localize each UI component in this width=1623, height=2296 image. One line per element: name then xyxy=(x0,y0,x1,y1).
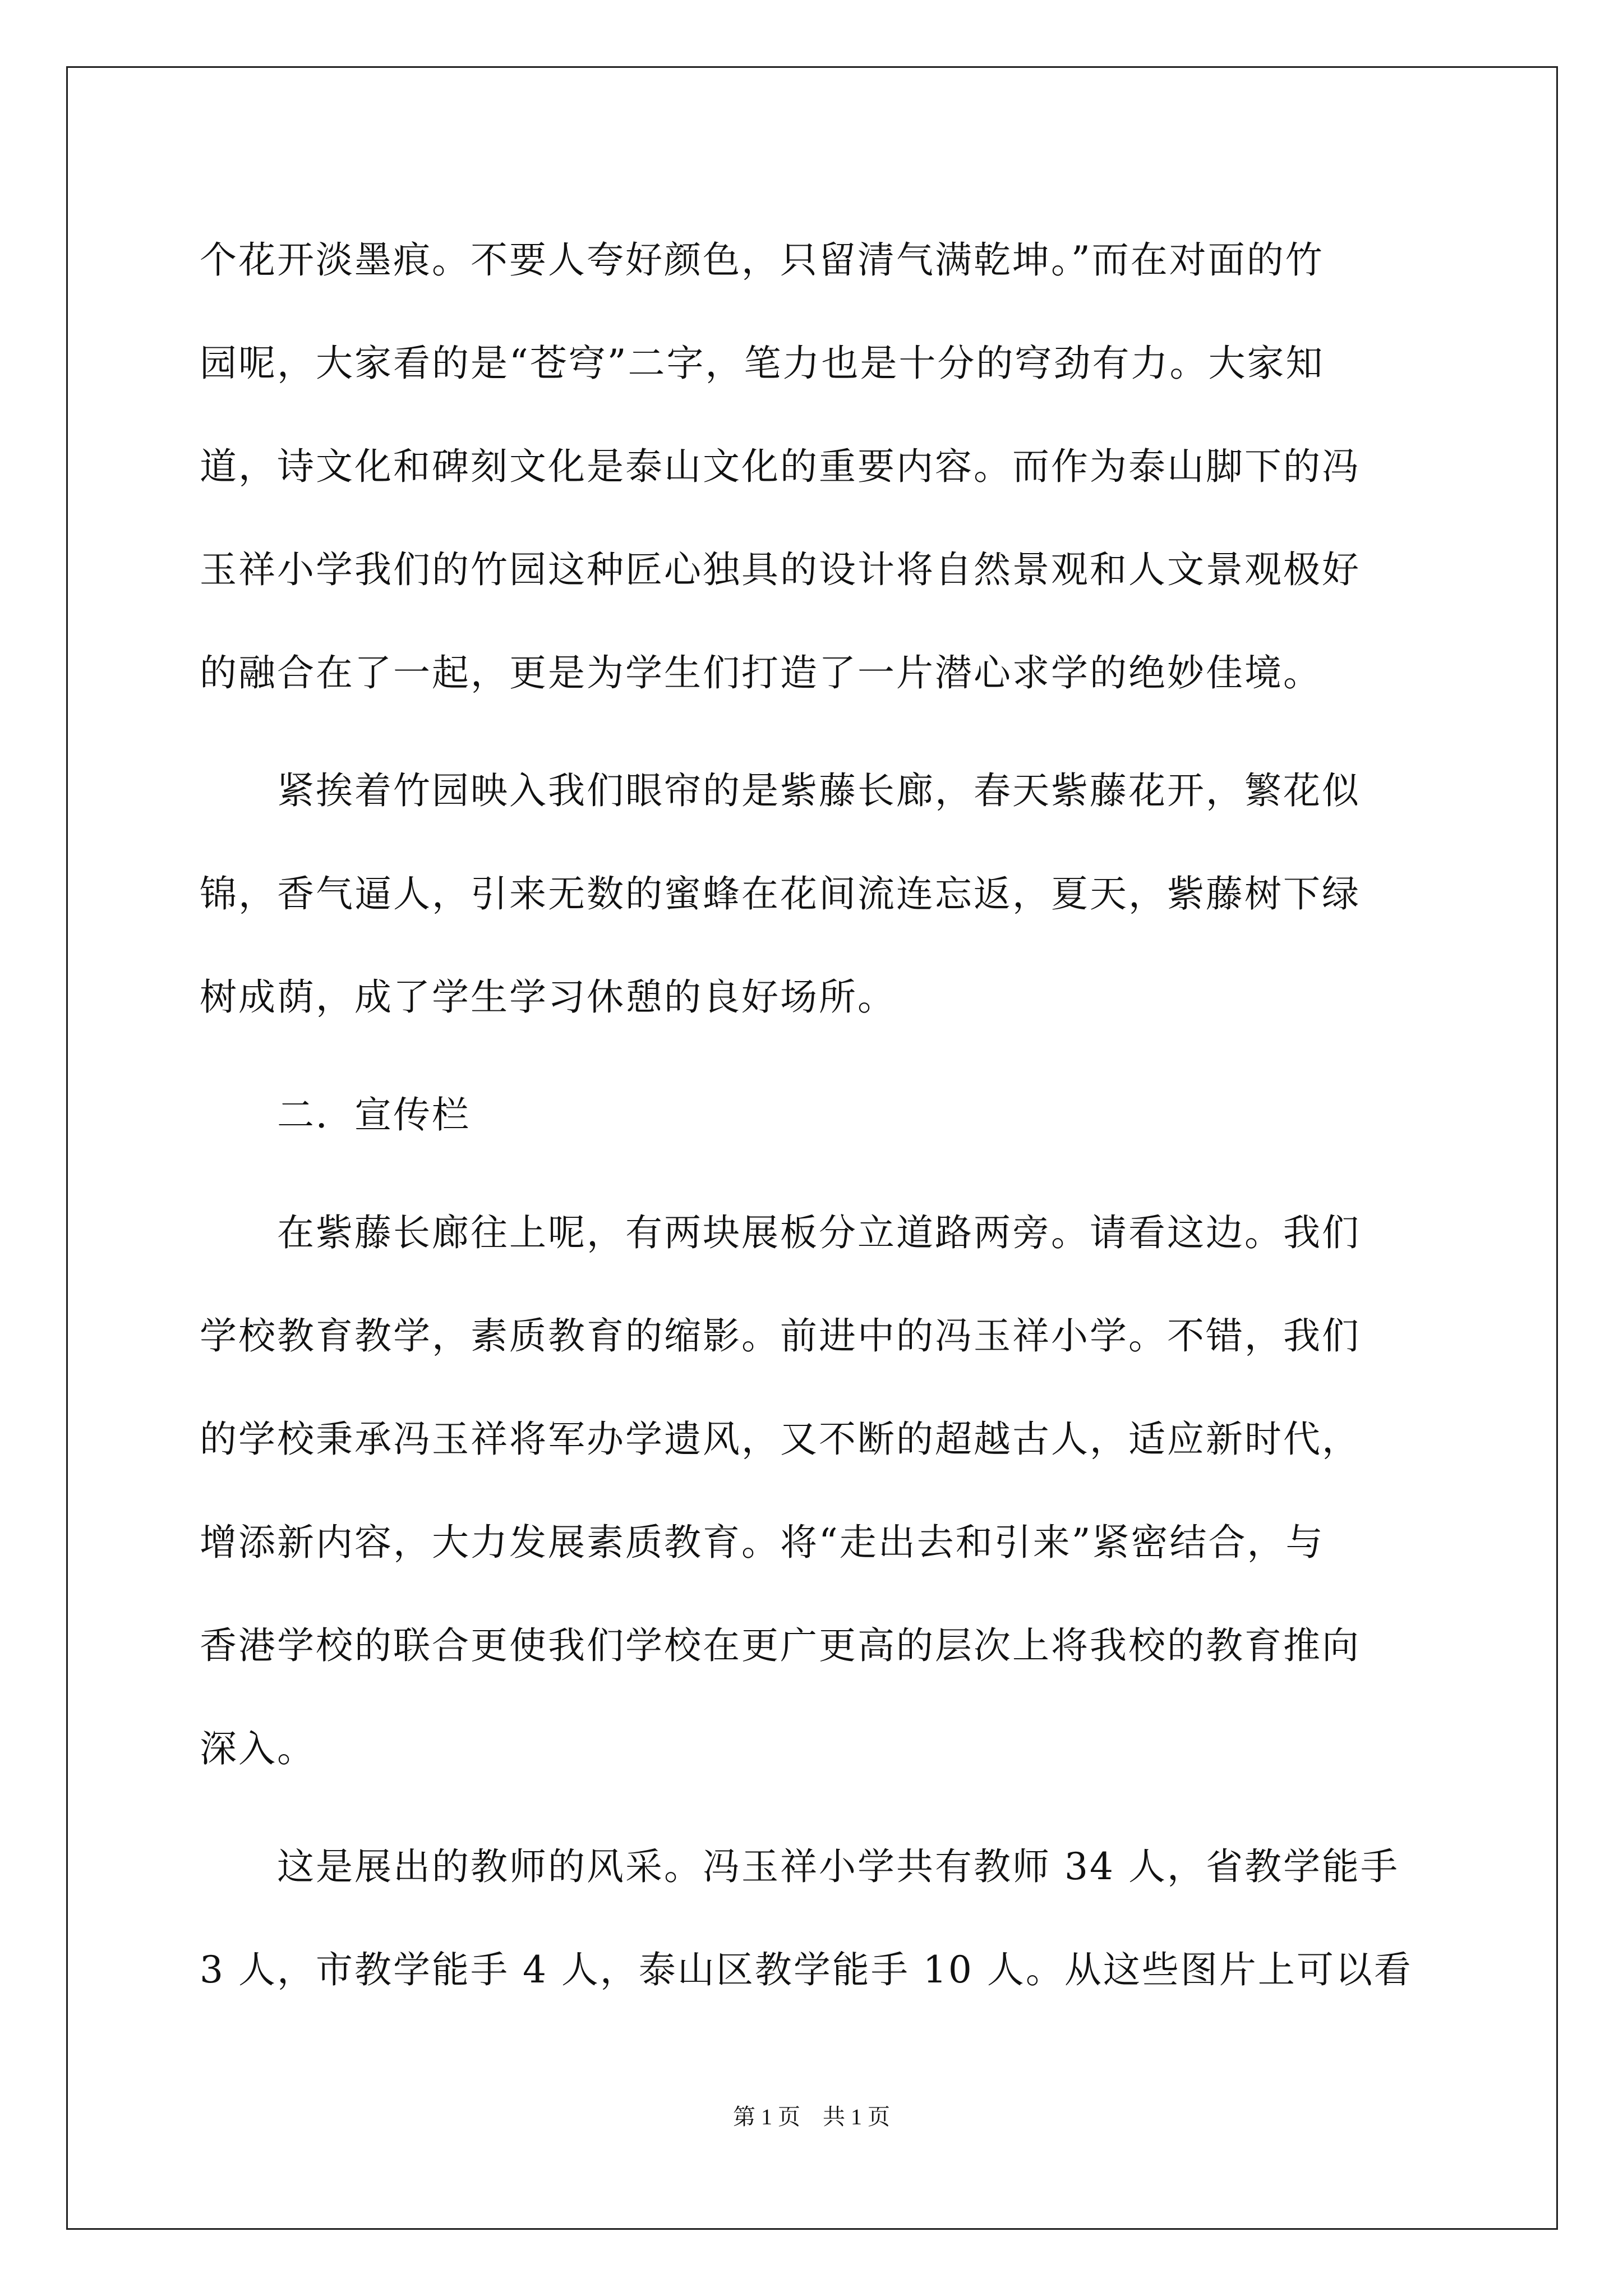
page-number: 第 1 页 共 1 页 xyxy=(733,2104,890,2129)
paragraph-4 xyxy=(200,1815,1428,2022)
text-line: 香港学校的联合更使我们学校在更广更高的层次上将我校的教育推向 xyxy=(200,1624,1361,1667)
text-line: 树成荫，成了学生学习休憩的良好场所。 xyxy=(200,976,896,1019)
paragraph-gap xyxy=(200,1167,1428,1181)
paragraph-3 xyxy=(200,1181,1428,1801)
paragraph-gap xyxy=(200,1049,1428,1064)
paragraph-2 xyxy=(200,739,1428,1049)
text-line: 这是展出的教师的风采。冯玉祥小学共有教师 34 人，省教学能手 xyxy=(200,1845,1399,1888)
paragraph-gap xyxy=(200,725,1428,739)
heading-line: 二．宣传栏 xyxy=(200,1093,471,1137)
text-line: 紧挨着竹园映入我们眼帘的是紫藤长廊，春天紫藤花开，繁花似 xyxy=(200,769,1361,812)
text-line: 道，诗文化和碑刻文化是泰山文化的重要内容。而作为泰山脚下的冯 xyxy=(200,445,1361,488)
text-line: 3 人，市教学能手 4 人，泰山区教学能手 10 人。从这些图片上可以看 xyxy=(200,1948,1413,1991)
text-line: 个花开淡墨痕。不要人夸好颜色，只留清气满乾坤。”而在对面的竹 xyxy=(200,238,1324,282)
text-line: 园呢，大家看的是“苍穹”二字，笔力也是十分的穹劲有力。大家知 xyxy=(200,342,1325,385)
section-heading xyxy=(200,1064,1428,1167)
text-line: 在紫藤长廊往上呢，有两块展板分立道路两旁。请看这边。我们 xyxy=(200,1211,1361,1254)
paragraph-gap xyxy=(200,1801,1428,1815)
text-line: 玉祥小学我们的竹园这种匠心独具的设计将自然景观和人文景观极好 xyxy=(200,548,1361,591)
text-line: 深入。 xyxy=(200,1727,316,1770)
text-line: 学校教育教学，素质教育的缩影。前进中的冯玉祥小学。不错，我们 xyxy=(200,1314,1361,1358)
page-footer xyxy=(0,2099,1623,2131)
text-line: 锦，香气逼人，引来无数的蜜蜂在花间流连忘返，夏天，紫藤树下绿 xyxy=(200,872,1361,915)
text-line: 增添新内容，大力发展素质教育。将“走出去和引来”紧密结合，与 xyxy=(200,1521,1325,1564)
text-line: 的融合在了一起，更是为学生们打造了一片潜心求学的绝妙佳境。 xyxy=(200,651,1322,694)
paragraph-1 xyxy=(200,209,1428,725)
document-body xyxy=(200,209,1428,2022)
text-line: 的学校秉承冯玉祥将军办学遗风，又不断的超越古人，适应新时代， xyxy=(200,1418,1361,1461)
